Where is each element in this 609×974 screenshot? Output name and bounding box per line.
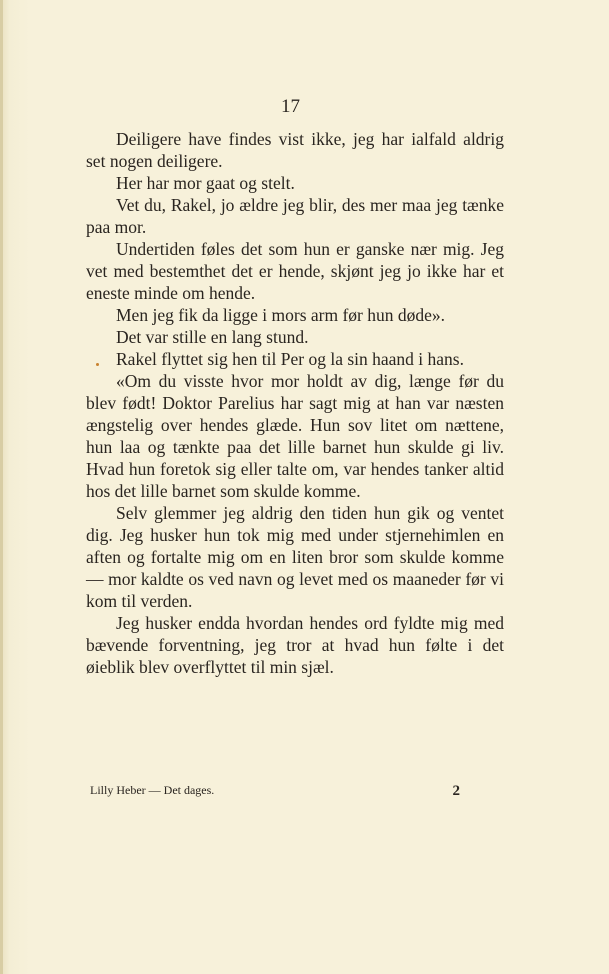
paragraph-4: Undertiden føles det som hun er ganske nær mig. Jeg vet med bestemthet det er hende, skjønt jeg jo ikke har et eneste minde om hende. — [86, 239, 504, 303]
paragraph-7: Rakel flyttet sig hen til Per og la sin haand i hans. — [116, 349, 464, 369]
margin-dot-mark — [96, 363, 99, 366]
page-number: 17 — [281, 96, 300, 117]
paragraph-3: Vet du, Rakel, jo ældre jeg blir, des mer maa jeg tænke paa mor. — [86, 195, 504, 237]
paragraph-10: Jeg husker endda hvordan hendes ord fyldte mig med bævende forventning, jeg tror at hvad hun følte i det øieblik blev overflyttet til min sjæl. — [86, 613, 504, 677]
page-footer — [90, 783, 460, 800]
paragraph-2: Her har mor gaat og stelt. — [116, 173, 295, 193]
paragraph-9: Selv glemmer jeg aldrig den tiden hun gik og ventet dig. Jeg husker hun tok mig med under stjernehimlen en aften og fortalte mig om en liten bror som skulde komme — mor kaldte os ved navn og levet med os maaneder før vi kom til verden. — [86, 503, 504, 611]
body-text — [86, 128, 504, 678]
footer-signature-number: 2 — [452, 783, 460, 799]
paragraph-5: Men jeg fik da ligge i mors arm før hun døde». — [116, 305, 446, 325]
page-spine-edge — [0, 0, 3, 974]
paragraph-8: «Om du visste hvor mor holdt av dig, længe før du blev født! Doktor Parelius har sagt mig at han var næsten ængstelig over hendes glæde. Hun sov litet om nættene, hun laa og tænkte paa det lille barnet hun skulde gi liv. Hvad hun foretok sig eller talte om, var hendes tanker altid hos det lille barnet som skulde komme. — [86, 371, 504, 501]
footer-signature: Lilly Heber — Det dages. — [90, 783, 215, 797]
paragraph-6: Det var stille en lang stund. — [116, 327, 309, 347]
paragraph-1: Deiligere have findes vist ikke, jeg har ialfald aldrig set nogen deiligere. — [86, 129, 504, 171]
